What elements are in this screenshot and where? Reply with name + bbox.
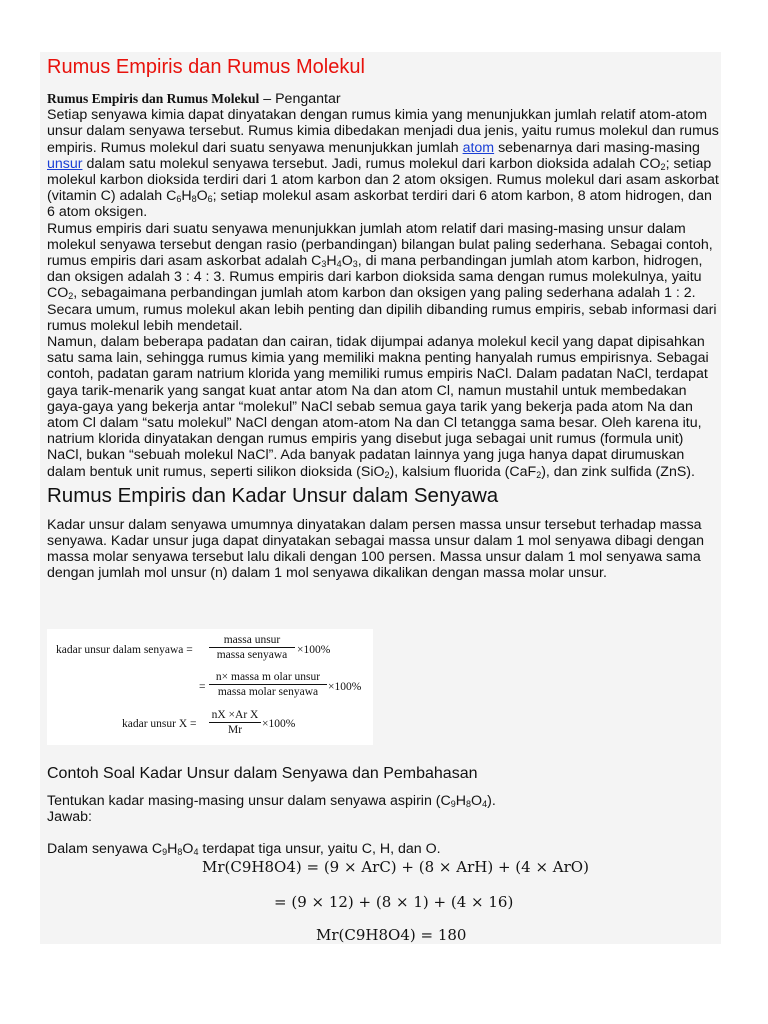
p1-text: H: [181, 188, 192, 205]
paragraph-1: [47, 107, 719, 220]
q-text: H: [455, 793, 467, 809]
p1-text-1: Setiap senyawa kimia dapat dinyatakan dengan rumus kimia yang menunjukkan jumlah relatif atom-atom unsur dalam senyawa tersebut. Rumus kimia dibedakan menjadi dua jenis, yaitu rumus molekul dan rumus empiris. Rumus molekul dari suatu senyawa menunjukkan jumlah: [47, 107, 719, 156]
formula-image: [47, 629, 373, 745]
p2-sub: 3: [321, 259, 327, 270]
p1-text-2: sebenarnya dari masing-masing: [494, 139, 700, 156]
a-text: terdapat tiga unsur, yaitu C, H, dan O.: [198, 841, 441, 858]
formula-num-1: massa unsur: [209, 634, 295, 648]
a-sub: 9: [162, 847, 168, 858]
a-text: Dalam senyawa C: [47, 841, 163, 858]
p2-sub: 4: [336, 259, 342, 270]
a-sub: 8: [177, 847, 183, 858]
formula-lhs-1: kadar unsur dalam senyawa =: [56, 644, 193, 656]
formula-lhs-3: kadar unsur X =: [122, 718, 197, 730]
answer-label: Jawab:: [47, 809, 92, 826]
p2-sub: 3: [352, 259, 358, 270]
p3-text-1: Namun, dalam beberapa padatan dan cairan, tidak dijumpai adanya molekul kecil yang dapat dipisahkan satu sama lain, sehingga rumus kimia yang memiliki makna penting hanyalah rumus empirisnya. Sebagai contoh, padatan garam natrium klorida yang memiliki rumus empiris NaCl. Dalam padatan NaCl, terdapat gaya tarik-menarik yang sangat kuat antar atom Na dan atom Cl, namun mustahil untuk membedakan gaya-gaya yang bekerja antar “molekul” NaCl sebab semua gaya tarik yang bekerja pada atom Na dan atom Cl dalam “satu molekul” NaCl dengan atom-atom Na dan Cl tetangga sama besar. Oleh karena itu, natrium klorida dinyatakan dengan rumus empiris yang disebut juga sebagai unit rumus (formula unit) NaCl, bukan “sebuah molekul NaCl”. Ada banyak padatan lainnya yang juga hanya dapat dirumuskan dalam bentuk unit rumus, seperti silikon dioksida (SiO: [47, 334, 709, 480]
p3-text-2: ), kalsium fluorida (CaF: [389, 463, 537, 480]
intro-lead: [47, 91, 719, 107]
formula-fraction-2: [209, 671, 327, 698]
q-sub: 8: [466, 799, 472, 809]
q-text: ).: [487, 793, 496, 809]
article-body: [47, 52, 719, 582]
formula-mult-3: ×100%: [262, 718, 296, 730]
p1-sub: 8: [191, 194, 197, 205]
intro-lead-rest: – Pengantar: [259, 91, 341, 107]
paragraph-kadar: Kadar unsur dalam senyawa umumnya dinyatakan dalam persen massa unsur tersebut terhadap massa senyawa. Kadar unsur juga dapat dinyatakan sebagai massa unsur dalam 1 mol senyawa dibagi dengan massa molar senyawa tersebut lalu dikali dengan 100 persen. Massa unsur dalam 1 mol senyawa sama dengan jumlah mol unsur (n) dalam 1 mol senyawa dikalikan dengan massa molar unsur.: [47, 516, 704, 582]
p2-text-3: , sebagaimana perbandingan jumlah atom karbon dan oksigen yang paling sederhana adalah 1 : 2. Secara umum, rumus molekul akan lebih penting dan dipilih dibanding rumus empiris, sebab informasi dari rumus molekul lebih mendetail.: [47, 285, 717, 334]
paragraph-3: [47, 334, 719, 480]
p2-sub: 2: [68, 291, 74, 302]
p1-text-5: ; setiap molekul asam askorbat terdiri dari 6 atom karbon, 8 atom hidrogen, dan 6 atom oksigen.: [47, 188, 712, 221]
p2-text: H: [326, 253, 337, 270]
a-text: H: [167, 841, 178, 858]
q-sub: 9: [450, 799, 456, 809]
example-section: [47, 764, 719, 858]
section-heading-kadar: Rumus Empiris dan Kadar Unsur dalam Senyawa: [47, 483, 499, 507]
p1-sub: 6: [207, 194, 213, 205]
question-text: [47, 793, 719, 809]
formula-num-3: nX ×Ar X: [209, 709, 261, 723]
formula-num-2: n× massa m olar unsur: [209, 671, 327, 685]
p1-sub: 2: [660, 161, 666, 172]
q-text: Tentukan kadar masing-masing unsur dalam senyawa aspirin (C: [47, 793, 451, 809]
p1-text-3: dalam satu molekul senyawa tersebut. Jadi, rumus molekul dari karbon dioksida adalah CO: [82, 155, 661, 172]
intro-lead-bold: Rumus Empiris dan Rumus Molekul: [47, 91, 260, 106]
a-sub: 4: [193, 847, 199, 858]
formula-den-1: massa senyawa: [216, 649, 288, 661]
formula-eq-2: =: [199, 681, 206, 693]
page-title: Rumus Empiris dan Rumus Molekul: [47, 56, 365, 78]
formula-den-3: Mr: [227, 724, 243, 736]
p1-text: O: [196, 188, 208, 205]
p2-text-1: Rumus empiris dari suatu senyawa menunjukkan jumlah atom relatif dari masing-masing unsur dalam molekul senyawa tersebut dengan rasio (perbandingan) bilangan bulat paling sederhana. Sebagai contoh, rumus empiris dari asam askorbat adalah C: [47, 220, 713, 270]
q-sub: 4: [482, 799, 488, 809]
p2-text-2: , di mana perbandingan jumlah atom karbon, hidrogen, dan oksigen adalah 3 : 4 : 3. Rumus empiris dari karbon dioksida sama dengan rumus molekulnya, yaitu CO: [47, 253, 703, 302]
formula-fraction-3: [209, 709, 261, 736]
unsur-link[interactable]: unsur: [47, 155, 83, 172]
math-line-1: Mr(C9H8O4) = (9 × ArC) + (8 × ArH) + (4 × ArO): [202, 858, 589, 876]
formula-mult-2: ×100%: [328, 681, 362, 693]
q-text: O: [471, 793, 483, 809]
p3-text-3: ), dan zink sulfida (ZnS).: [541, 463, 695, 480]
p2-text: O: [341, 253, 353, 270]
p3-sub: 2: [384, 469, 390, 480]
formula-mult-1: ×100%: [297, 644, 331, 656]
math-line-2: = (9 × 12) + (8 × 1) + (4 × 16): [274, 893, 514, 911]
atom-link[interactable]: atom: [462, 139, 495, 156]
paragraph-2: [47, 221, 719, 334]
math-line-3: Mr(C9H8O4) = 180: [316, 926, 467, 944]
formula-fraction-1: [209, 634, 295, 661]
answer-text: [47, 841, 719, 857]
formula-den-2: massa molar senyawa: [217, 686, 319, 698]
p3-sub: 2: [536, 469, 542, 480]
p1-sub: 6: [176, 194, 182, 205]
a-text: O: [182, 841, 194, 858]
p1-text-4: ; setiap molekul karbon dioksida terdiri dari 1 atom karbon dan 2 atom oksigen. Rumus molekul dari asam askorbat (vitamin C) adalah C: [47, 155, 719, 205]
section-heading-contoh: Contoh Soal Kadar Unsur dalam Senyawa dan Pembahasan: [47, 765, 478, 782]
